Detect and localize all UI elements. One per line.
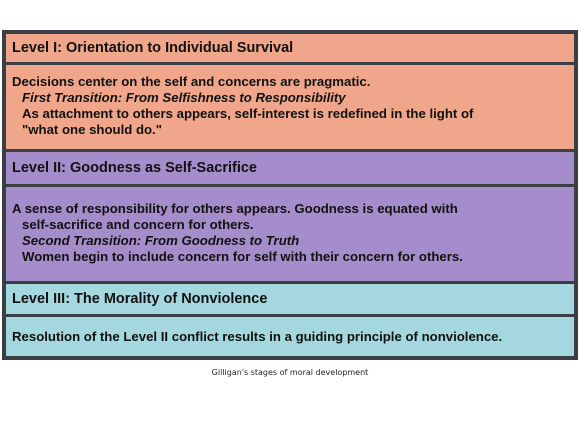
level-2-line-4: Women begin to include concern for self with their concern for others. (22, 249, 463, 264)
level-2-transition: Second Transition: From Goodness to Truth (22, 233, 300, 248)
level-1-line-1: Decisions center on the self and concerns are pragmatic. (12, 74, 371, 89)
level-2-body (6, 187, 574, 281)
level-3-line-1: Resolution of the Level II conflict results in a guiding principle of nonviolence. (12, 328, 503, 344)
level-2-line-1: A sense of responsibility for others appears. Goodness is equated with (12, 201, 458, 216)
level-1-transition: First Transition: From Selfishness to Responsibility (22, 90, 346, 105)
level-1-line-3: As attachment to others appears, self-interest is redefined in the light of (22, 106, 474, 121)
level-2-line-2: self-sacrifice and concern for others. (22, 217, 254, 232)
level-1-body (6, 65, 574, 149)
level-1-line-4: "what one should do." (22, 122, 162, 137)
level-3-title: Level III: The Morality of Nonviolence (12, 291, 268, 307)
level-3-body (6, 317, 574, 356)
level-2-title: Level II: Goodness as Self-Sacrifice (12, 160, 257, 176)
level-1-title: Level I: Orientation to Individual Survival (12, 40, 294, 56)
stages-table (2, 30, 578, 360)
figure-caption: Gilligan's stages of moral development (211, 368, 369, 377)
level-1-header (6, 34, 574, 62)
level-2-header (6, 152, 574, 184)
level-3-header (6, 284, 574, 314)
